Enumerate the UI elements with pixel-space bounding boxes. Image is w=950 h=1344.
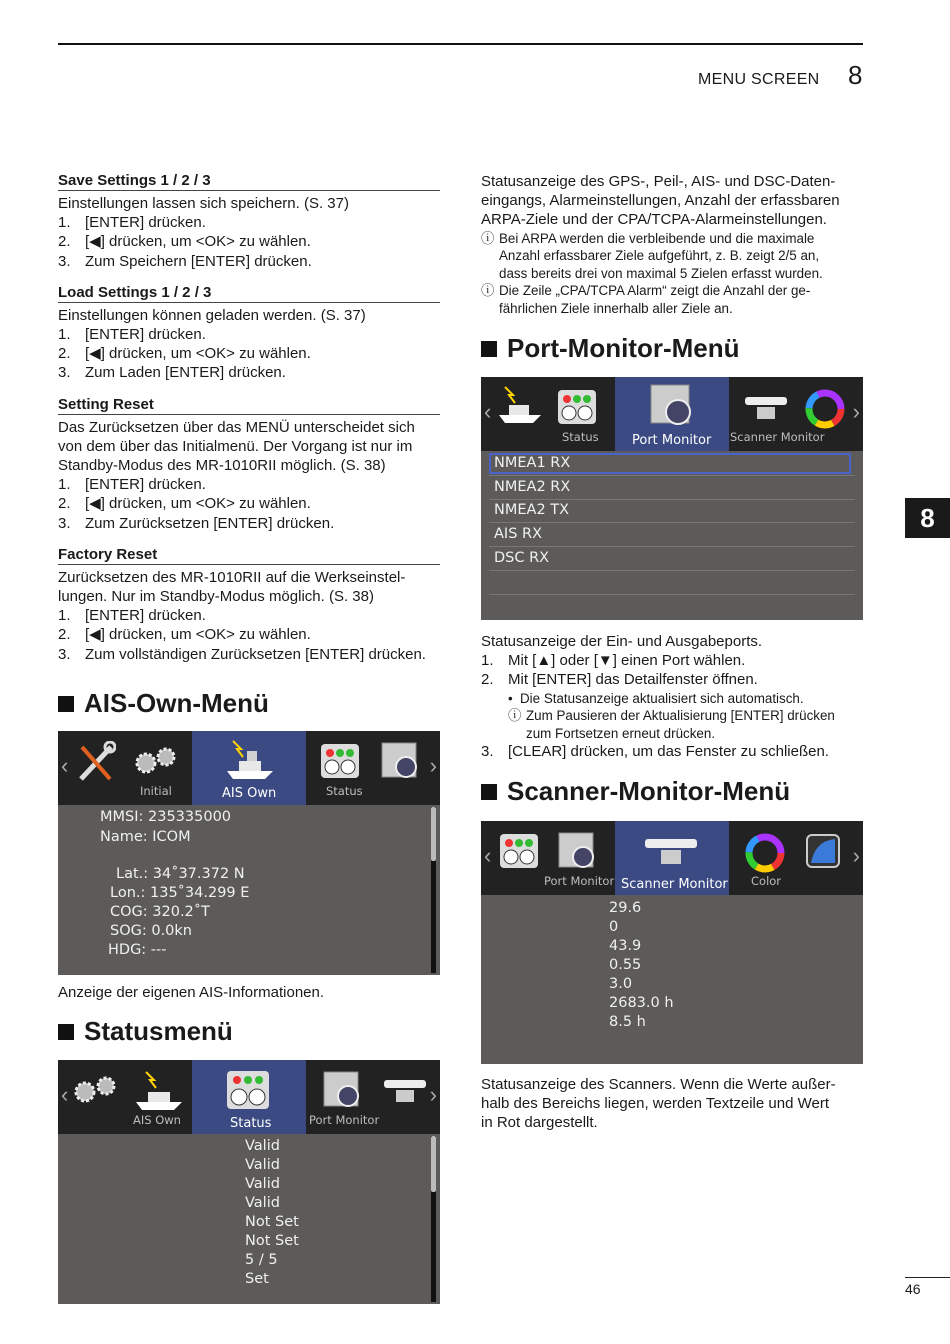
port-item[interactable]: NMEA2 TX [494, 502, 570, 518]
factory-reset-heading: Factory Reset [58, 546, 440, 565]
list-item: 1. [ENTER] drücken. [58, 214, 206, 232]
list-divider [489, 499, 855, 500]
port-monitor-icon [557, 831, 601, 871]
menu-bar [58, 731, 440, 805]
port-item[interactable]: NMEA2 RX [494, 479, 571, 495]
list-item: 2. Mit [ENTER] das Detailfenster öffnen. [481, 671, 758, 689]
menu-label-left: Status [562, 430, 599, 444]
ais-ship-icon [132, 1070, 186, 1112]
status-lights-icon [226, 1070, 270, 1110]
info-icon: ⓘ [481, 283, 495, 299]
port-item[interactable]: DSC RX [494, 550, 550, 566]
scanner-icon [743, 393, 789, 423]
color-wheel-icon [743, 831, 787, 875]
chevron-left-icon[interactable]: ‹ [61, 1082, 69, 1107]
ais-own-screen [58, 731, 440, 975]
status-value: 5 / 5 [245, 1252, 278, 1268]
ais-ship-icon [495, 385, 545, 425]
wrench-screwdriver-icon [76, 741, 116, 783]
list-divider [489, 570, 855, 571]
status-value: Valid [245, 1195, 280, 1211]
ais-own-section-heading: AIS-Own-Menü [58, 688, 269, 719]
ais-sog-row: SOG: 0.0kn [110, 923, 192, 939]
scanner-icon [382, 1076, 428, 1106]
section-square-icon [58, 1024, 74, 1040]
info-icon: ⓘ [481, 230, 495, 246]
setting-reset-intro-line: Das Zurücksetzen über das MENÜ unterscheidet sich [58, 418, 415, 436]
scanner-monitor-text [481, 1075, 863, 1133]
list-divider [489, 475, 855, 476]
status-value: Set [245, 1271, 269, 1287]
menu-label-selected: Port Monitor [632, 433, 712, 448]
chevron-left-icon[interactable]: ‹ [484, 399, 492, 424]
list-item: 3. [CLEAR] drücken, um das Fenster zu schließen. [481, 743, 829, 761]
scrollbar-thumb[interactable] [431, 807, 436, 861]
list-divider [489, 594, 855, 595]
list-item: 1. Mit [▲] oder [▼] einen Port wählen. [481, 652, 746, 670]
status-lights-icon [320, 743, 360, 779]
section-square-icon [58, 696, 74, 712]
color-wheel-icon [803, 387, 847, 431]
section-square-icon [481, 784, 497, 800]
setting-reset-heading: Setting Reset [58, 396, 440, 415]
list-item: 2. [◀] drücken, um <OK> zu wählen. [58, 233, 311, 251]
scanner-desc-line: Statusanzeige des Scanners. Wenn die Werte außer- [481, 1076, 836, 1093]
status-value: Not Set [245, 1214, 299, 1230]
scanner-value: 3.0 [609, 976, 633, 992]
menu-label-right: Status [326, 784, 363, 798]
header-rule [58, 43, 863, 45]
port-monitor-icon [649, 383, 699, 429]
status-lights-icon [499, 833, 539, 869]
port-item[interactable]: AIS RX [494, 526, 543, 542]
status-desc-line: Statusanzeige des GPS-, Peil-, AIS- und DSC-Daten- [481, 173, 836, 190]
ais-ship-icon [223, 737, 277, 783]
list-item: 2. [◀] drücken, um <OK> zu wählen. [58, 495, 311, 513]
scrollbar-thumb[interactable] [431, 1136, 436, 1192]
scanner-value: 0.55 [609, 957, 642, 973]
note: ⓘ Die Zeile „CPA/TCPA Alarm“ zeigt die Anzahl der ge- fährlichen Ziele innerhalb aller Ziele an. [481, 283, 811, 316]
scanner-desc-line: halb des Bereichs liegen, werden Textzeile und Wert [481, 1095, 829, 1113]
header-title: MENU SCREEN [698, 71, 820, 88]
load-settings-intro: Einstellungen können geladen werden. (S. 37) [58, 306, 366, 324]
save-settings-intro: Einstellungen lassen sich speichern. (S. 37) [58, 195, 349, 212]
port-monitor-icon [322, 1070, 366, 1110]
ais-cog-row: COG: 320.2˚T [110, 904, 210, 920]
menu-label-right: Port Monitor [309, 1113, 380, 1127]
port-monitor-text [481, 632, 863, 761]
status-value: Valid [245, 1138, 280, 1154]
ais-lon-row: Lon.: 135˚34.299 E [110, 885, 250, 901]
list-divider [489, 522, 855, 523]
chevron-right-icon[interactable]: › [429, 1082, 437, 1107]
page-number-rule [905, 1277, 950, 1278]
menu-label-right: Color [751, 874, 782, 888]
info-icon: ⓘ [508, 708, 522, 724]
status-section-heading: Statusmenü [58, 1016, 233, 1047]
list-item: 1. [ENTER] drücken. [58, 326, 206, 344]
menu-label-selected: Scanner Monitor [621, 877, 728, 892]
factory-reset-intro-line: Zurücksetzen des MR-1010RII auf die Werkseinstel- [58, 568, 406, 586]
note: ⓘ Zum Pausieren der Aktualisierung [ENTER] drücken zum Fortsetzen erneut drücken. [508, 708, 835, 741]
gears-icon [134, 745, 178, 777]
scanner-value: 2683.0 h [609, 995, 674, 1011]
scanner-value: 29.6 [609, 900, 642, 916]
port-monitor-screen [481, 377, 863, 620]
chapter-side-tab: 8 [905, 498, 950, 538]
left-column [58, 172, 440, 664]
scanner-monitor-section-heading: Scanner-Monitor-Menü [481, 776, 790, 807]
menu-label-left: Initial [140, 784, 172, 798]
list-item: 2. [◀] drücken, um <OK> zu wählen. [58, 626, 311, 644]
chevron-left-icon[interactable]: ‹ [61, 753, 69, 778]
setting-reset-intro-line: von dem über das Initialmenü. Der Vorgang ist nur im [58, 437, 413, 455]
scanner-icon [643, 835, 699, 869]
scanner-desc-line: in Rot dargestellt. [481, 1114, 598, 1132]
port-monitor-icon [380, 741, 424, 781]
status-desc-line: ARPA-Ziele und der CPA/TCPA-Alarmeinstellungen. [481, 211, 827, 229]
list-item: 3. Zum vollständigen Zurücksetzen [ENTER] drücken. [58, 645, 426, 663]
chevron-right-icon[interactable]: › [429, 753, 437, 778]
load-settings-heading: Load Settings 1 / 2 / 3 [58, 284, 440, 303]
chevron-right-icon[interactable]: › [852, 399, 860, 424]
menu-bar [481, 821, 863, 895]
page-number: 46 [905, 1281, 921, 1297]
ais-own-caption: Anzeige der eigenen AIS-Informationen. [58, 984, 325, 1001]
bullet-item: • Die Statusanzeige aktualisiert sich automatisch. [508, 690, 804, 706]
scanner-monitor-screen [481, 821, 863, 1064]
port-desc: Statusanzeige der Ein- und Ausgabeports. [481, 633, 763, 650]
status-desc-line: eingangs, Alarmeinstellungen, Anzahl der erfassbaren [481, 192, 840, 210]
status-value: Not Set [245, 1233, 299, 1249]
scanner-value: 43.9 [609, 938, 642, 954]
list-item: 3. Zum Zurücksetzen [ENTER] drücken. [58, 514, 335, 532]
chevron-left-icon[interactable]: ‹ [484, 843, 492, 868]
list-item: 3. Zum Speichern [ENTER] drücken. [58, 252, 312, 270]
list-divider [489, 546, 855, 547]
ais-lat-row: Lat.: 34˚37.372 N [116, 866, 245, 882]
scanner-value: 0 [609, 919, 619, 935]
right-column-top [481, 172, 863, 317]
status-value: Valid [245, 1176, 280, 1192]
ais-hdg-row: HDG: --- [108, 942, 167, 958]
list-item: 2. [◀] drücken, um <OK> zu wählen. [58, 345, 311, 363]
menu-bar [481, 377, 863, 451]
list-item: 3. Zum Laden [ENTER] drücken. [58, 364, 286, 382]
section-square-icon [481, 341, 497, 357]
list-item: 1. [ENTER] drücken. [58, 476, 206, 494]
scanner-value: 8.5 h [609, 1014, 646, 1030]
port-item[interactable]: NMEA1 RX [494, 455, 571, 471]
menu-label-left: AIS Own [133, 1113, 181, 1127]
gears-icon [72, 1074, 120, 1106]
save-settings-heading: Save Settings 1 / 2 / 3 [58, 172, 440, 191]
chevron-right-icon[interactable]: › [852, 843, 860, 868]
ais-mmsi-row: MMSI: 235335000 [100, 809, 232, 825]
menu-label-left: Port Monitor [544, 874, 615, 888]
status-lights-icon [557, 389, 597, 425]
ais-name-row: Name: ICOM [100, 829, 191, 845]
list-item: 1. [ENTER] drücken. [58, 607, 206, 625]
brightness-icon [805, 833, 841, 869]
factory-reset-intro-line: lungen. Nur im Standby-Modus möglich. (S. 38) [58, 588, 374, 606]
status-value: Valid [245, 1157, 280, 1173]
menu-bar [58, 1060, 440, 1134]
status-screen [58, 1060, 440, 1304]
menu-label-right: Scanner Monitor [730, 430, 825, 444]
note: ⓘ Bei ARPA werden die verbleibende und die maximale Anzahl erfassbarer Ziele aufgeführt, z. B. zeigt 2/5 an, dass bereits drei von maximal 5 Zielen erfasst wurden. [481, 230, 823, 281]
menu-label-selected: Status [230, 1116, 272, 1131]
port-monitor-section-heading: Port-Monitor-Menü [481, 333, 740, 364]
setting-reset-intro-line: Standby-Modus des MR-1010RII möglich. (S. 38) [58, 457, 386, 475]
chapter-number: 8 [848, 60, 863, 90]
menu-label-selected: AIS Own [222, 786, 277, 801]
